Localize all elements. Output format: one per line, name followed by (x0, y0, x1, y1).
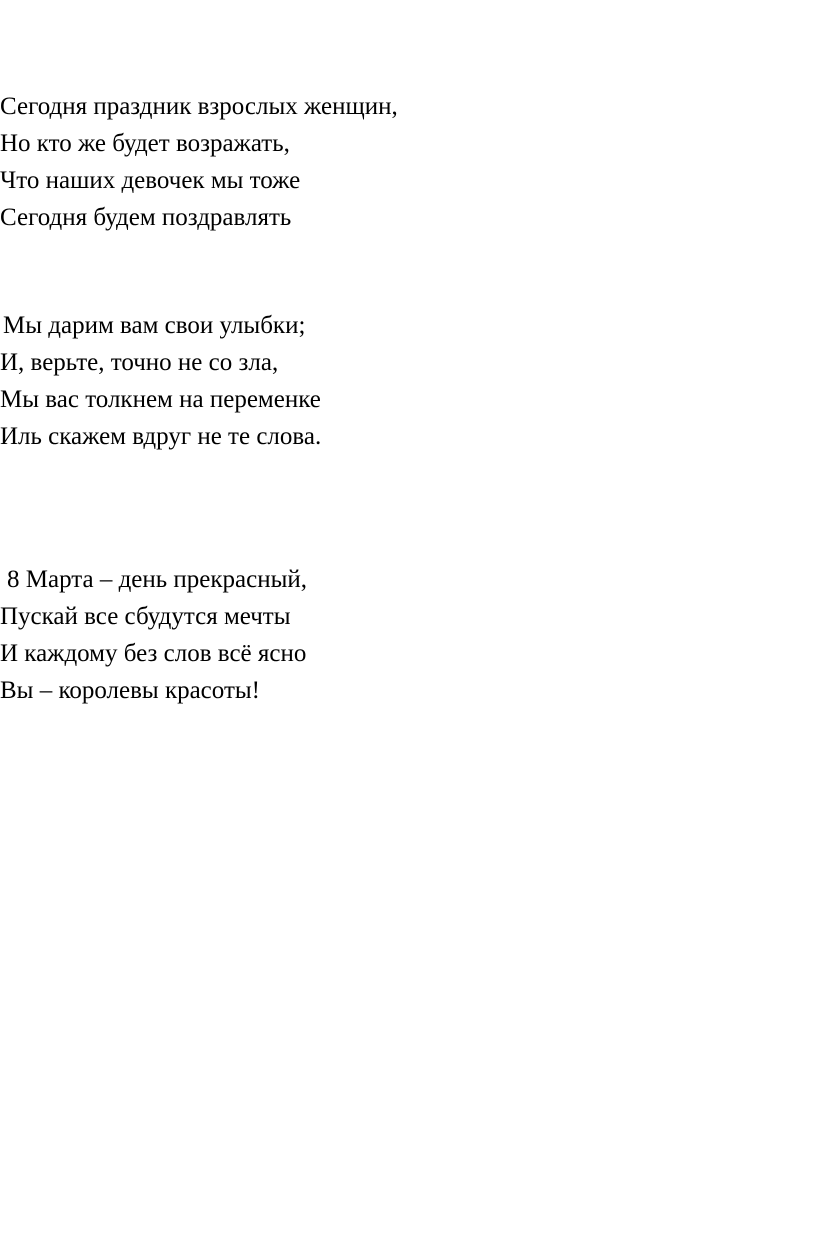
poem-line: Что наших девочек мы тоже (0, 167, 301, 194)
poem-line: Мы дарим вам свои улыбки; (3, 312, 306, 339)
poem-stanza-1 (0, 88, 398, 236)
poem-line: И каждому без слов всё ясно (0, 640, 307, 667)
poem-line: Пускай все сбудутся мечты (0, 603, 291, 630)
poem-line: Мы вас толкнем на переменке (0, 386, 321, 413)
poem-line: Но кто же будет возражать, (0, 130, 290, 157)
poem-stanza-3 (0, 561, 307, 709)
poem-line: Сегодня праздник взрослых женщин, (0, 93, 398, 120)
poem-line: Вы – королевы красоты! (0, 677, 260, 704)
poem-line: И, верьте, точно не со зла, (0, 349, 279, 376)
poem-line: 8 Марта – день прекрасный, (7, 566, 308, 593)
poem-line: Сегодня будем поздравлять (0, 204, 292, 231)
poem-stanza-2 (0, 307, 321, 455)
poem-line: Иль скажем вдруг не те слова. (0, 423, 322, 450)
